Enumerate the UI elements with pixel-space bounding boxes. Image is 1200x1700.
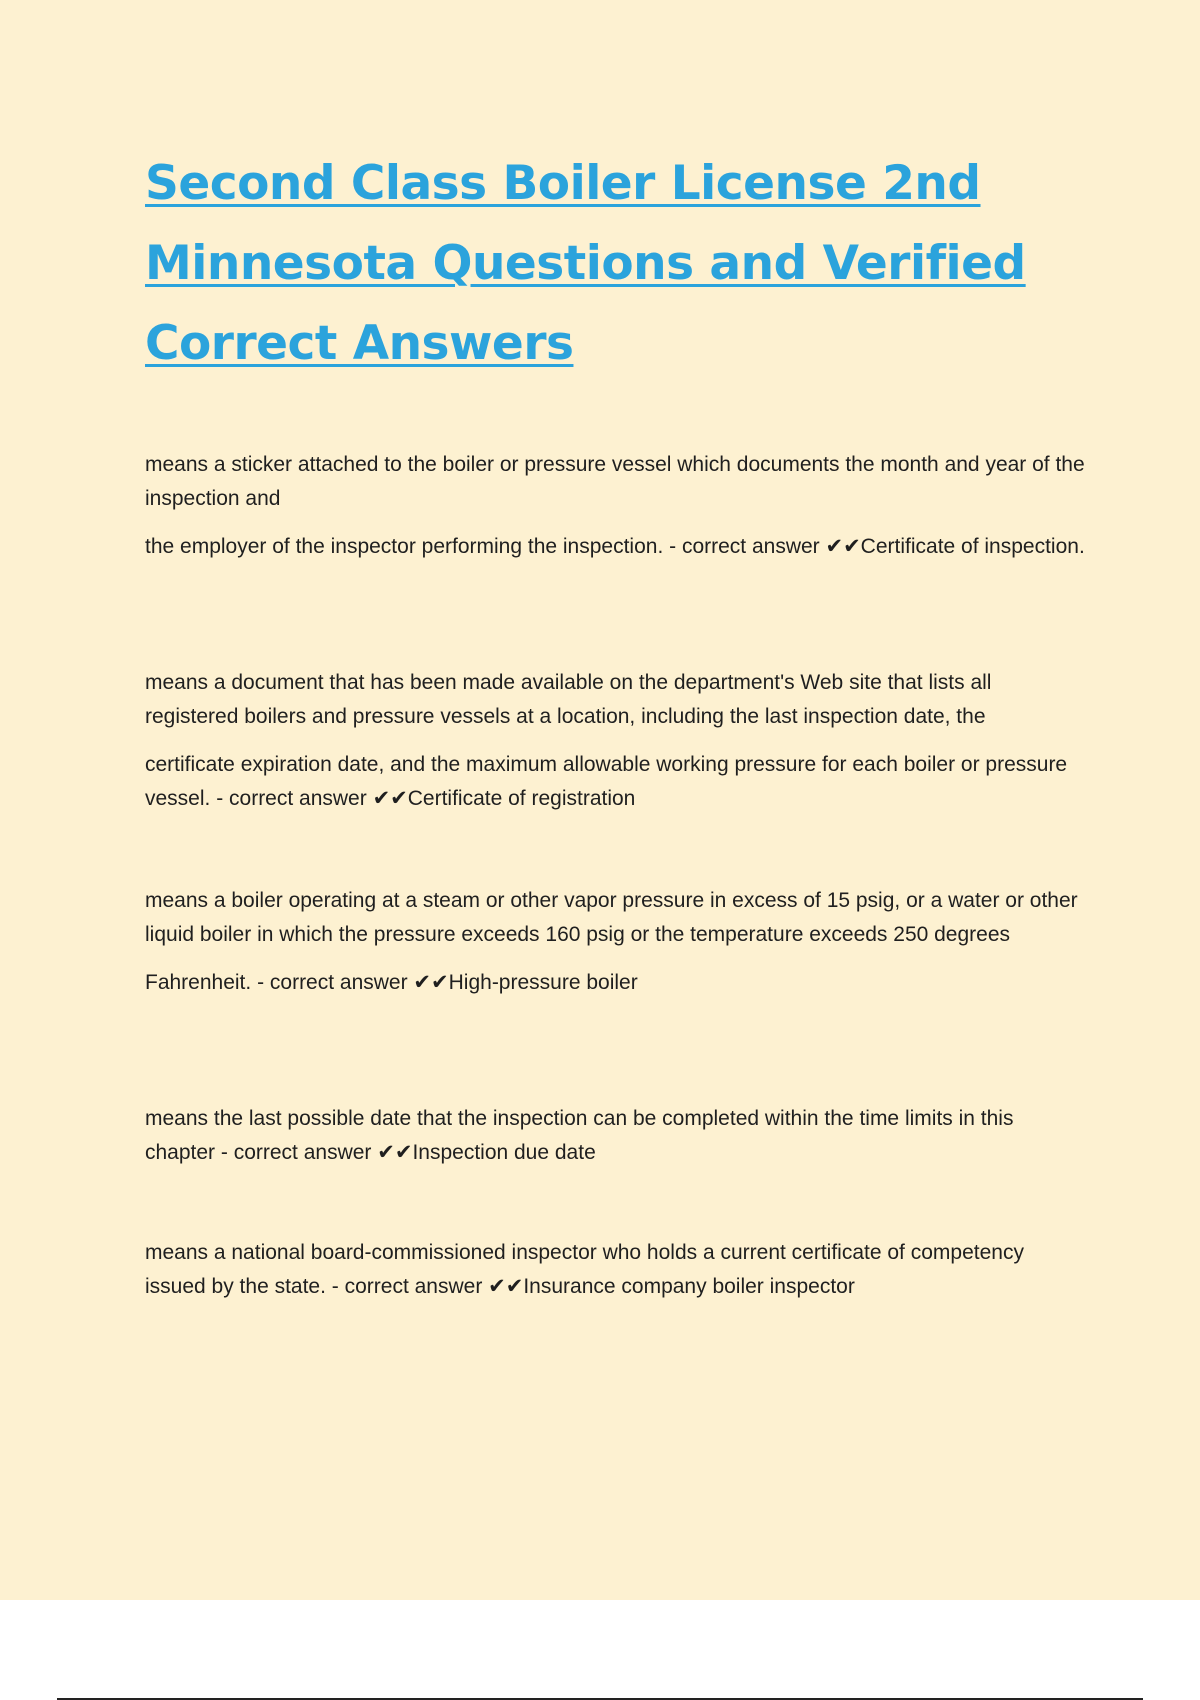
qa-entry-certificate-of-inspection [145, 448, 1085, 564]
qa-entry-inspection-due-date [145, 1102, 1085, 1170]
answer-text: Fahrenheit. - correct answer ✔✔High-pressure boiler [145, 971, 638, 994]
qa-entry-certificate-of-registration [145, 666, 1085, 816]
answer-text: certificate expiration date, and the maximum allowable working pressure for each boiler or pressure vessel. - correct answer ✔✔Certificate of registration [145, 753, 1068, 810]
qa-entry-insurance-company-boiler-inspector [145, 1236, 1085, 1304]
answer-text: the employer of the inspector performing the inspection. - correct answer ✔✔Certificate of inspection. [145, 535, 1085, 558]
question-text: means a sticker attached to the boiler or pressure vessel which documents the month and year of the inspection and [145, 453, 1085, 510]
title-line: Second Class Boiler License 2nd [145, 156, 981, 211]
title-line: Correct Answers [145, 316, 574, 371]
question-text: means a document that has been made available on the department's Web site that lists all registered boilers and pressure vessels at a location, including the last inspection date, the [145, 671, 992, 728]
question-answer-text: means a national board-commissioned inspector who holds a current certificate of competency issued by the state. - correct answer ✔✔Insurance company boiler inspector [145, 1241, 1024, 1298]
document-title [145, 144, 1045, 384]
title-line: Minnesota Questions and Verified [145, 236, 1026, 291]
question-answer-text: means the last possible date that the inspection can be completed within the time limits in this chapter - correct answer ✔✔Inspection due date [145, 1107, 1014, 1164]
qa-entry-high-pressure-boiler [145, 884, 1085, 1000]
question-text: means a boiler operating at a steam or other vapor pressure in excess of 15 psig, or a water or other liquid boiler in which the pressure exceeds 160 psig or the temperature exceeds 250 degrees [145, 889, 1078, 946]
